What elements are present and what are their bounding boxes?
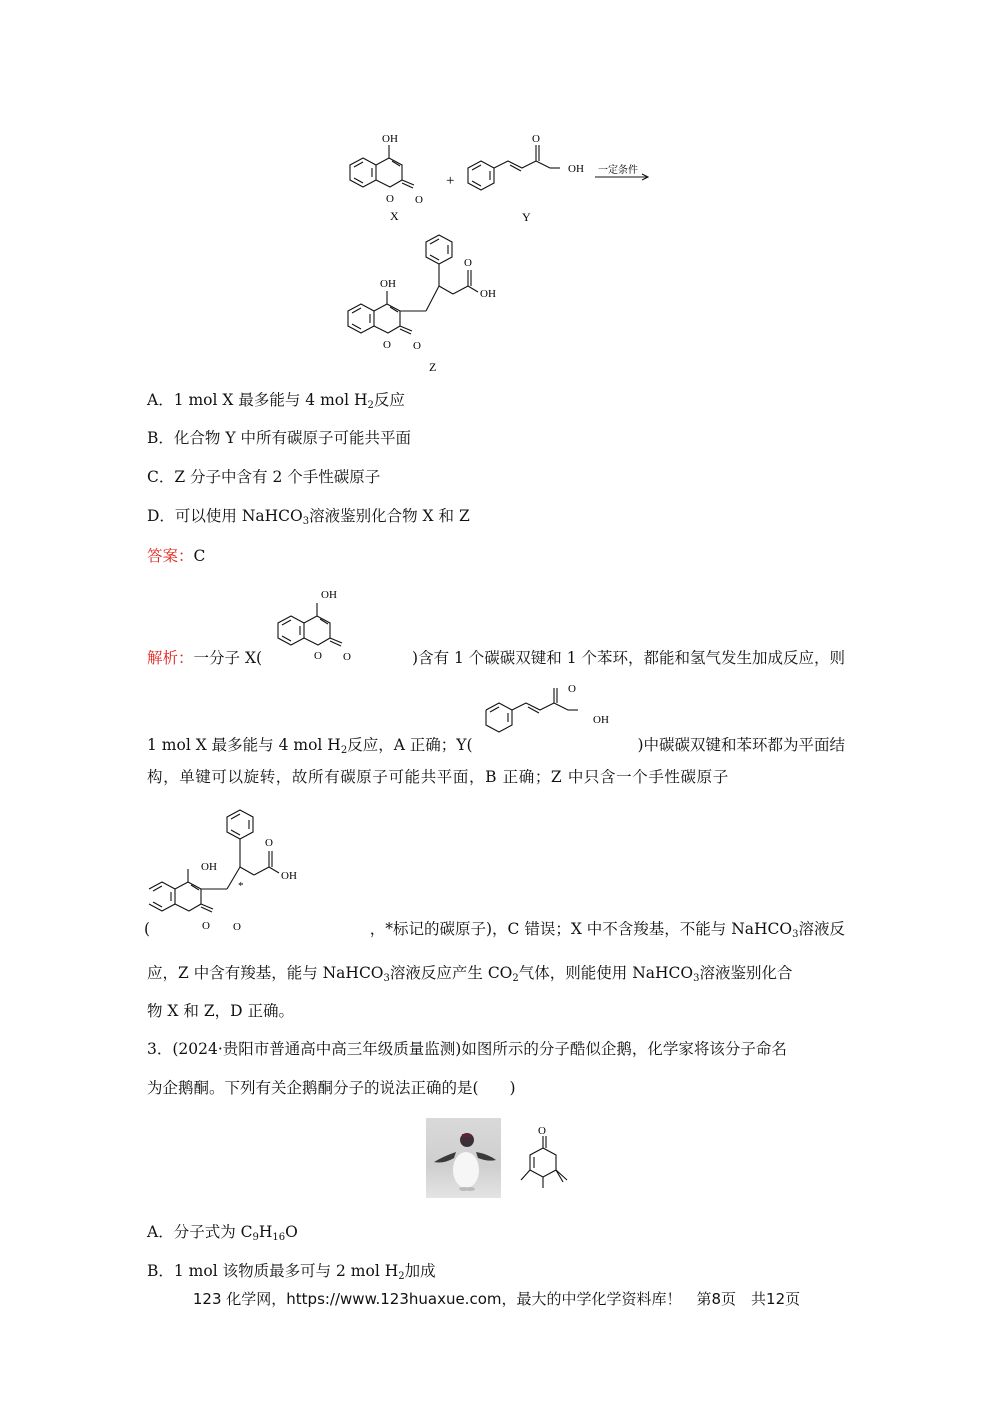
analysis-y-oh-label: OH [593, 714, 609, 726]
answer-line [147, 545, 205, 567]
option-d: D．可以使用 NaHCO$_3$溶液鉴别化合物 X 和 Z [147, 507, 470, 527]
x-carbonyl-o-label: O [415, 194, 423, 206]
y-carbonyl-o-label: O [532, 133, 540, 145]
reaction-scheme-xy [330, 125, 660, 230]
option-c: C．Z 分子中含有 2 个手性碳原子 [147, 468, 381, 486]
arrow-condition: 一定条件 [598, 165, 638, 176]
penguin-photo [426, 1118, 501, 1198]
analysis-line-5: 应，Z 中含有羧基，能与 NaHCO$_3$溶液反应产生 $CO_2$气体，则能使用 NaHCO$_3$溶液鉴别化合 [147, 964, 793, 984]
question3-option-b: B．1 mol 该物质最多可与 2 mol $H_2$加成 [147, 1262, 436, 1282]
penguin-icon [426, 1118, 501, 1198]
penguinone-o-label: O [538, 1125, 546, 1137]
analysis-label: 解析： [147, 649, 194, 667]
analysis-z-oh-label: OH [201, 861, 217, 873]
chiral-star-mark: * [238, 880, 244, 892]
analysis-z-ring-o: O [202, 920, 210, 932]
analysis-z-structure [145, 805, 325, 933]
z-acid-oh-label: OH [480, 288, 496, 300]
analysis-z-carbonyl-o: O [233, 921, 241, 933]
y-label: Y [522, 210, 531, 224]
option-b: B．化合物 Y 中所有碳原子可能共平面 [147, 429, 411, 447]
question3-option-a: A．分子式为 $C_9H_{16}O$ [147, 1223, 298, 1243]
analysis-x-ring-o: O [314, 650, 322, 662]
page-footer: 123 化学网，https://www.123huaxue.com，最大的中学化学资料库！ 第8页 共12页 [192, 1290, 801, 1308]
analysis-x-carbonyl-o: O [343, 651, 351, 663]
question3-stem-2: 为企鹅酮。下列有关企鹅酮分子的说法正确的是( ) [147, 1079, 516, 1097]
z-ring-o-label: O [383, 339, 391, 351]
question3-stem-1: 3．(2024·贵阳市普通高中高三年级质量监测)如图所示的分子酷似企鹅，化学家将该分子命名 [147, 1040, 787, 1058]
product-z-structure [330, 228, 530, 378]
analysis-line-6: 物 X 和 Z，D 正确。 [147, 1002, 294, 1020]
analysis-y-o-label: O [568, 683, 576, 695]
answer-label: 答案： [147, 547, 194, 565]
z-label: Z [429, 360, 437, 374]
x-oh-label: OH [382, 133, 398, 145]
z-oh-label: OH [380, 278, 396, 290]
y-oh-label: OH [568, 163, 584, 175]
analysis-z-acid-o: O [265, 837, 273, 849]
analysis-line-4: ，*标记的碳原子)，C 错误；X 中不含羧基，不能与 NaHCO$_3$溶液反 [369, 920, 845, 940]
analysis-line-2: 1 mol X 最多能与 4 mol $H_2$反应，A 正确；Y( )中碳碳双键和苯环都为平面结 [147, 736, 845, 756]
answer-value: C [193, 547, 206, 565]
z-acid-o-label: O [464, 257, 472, 269]
option-a: A．1 mol X 最多能与 4 mol $H_2$反应 [147, 391, 405, 411]
penguinone-structure [515, 1122, 575, 1200]
x-label: X [390, 209, 399, 223]
analysis-line-1: 解析：一分子 X( )含有 1 个碳碳双键和 1 个苯环，都能和氢气发生加成反应，则 [147, 649, 845, 667]
z-carbonyl-o-label: O [413, 340, 421, 352]
analysis-line-3: 构，单键可以旋转，故所有碳原子可能共平面，B 正确；Z 中只含一个手性碳原子 [147, 768, 729, 786]
analysis-line-4-open: ( [144, 920, 151, 938]
analysis-z-acid-oh: OH [281, 870, 297, 882]
x-ring-o-label: O [386, 193, 394, 205]
analysis-x-oh-label: OH [321, 589, 337, 601]
plus-sign: + [446, 173, 455, 189]
